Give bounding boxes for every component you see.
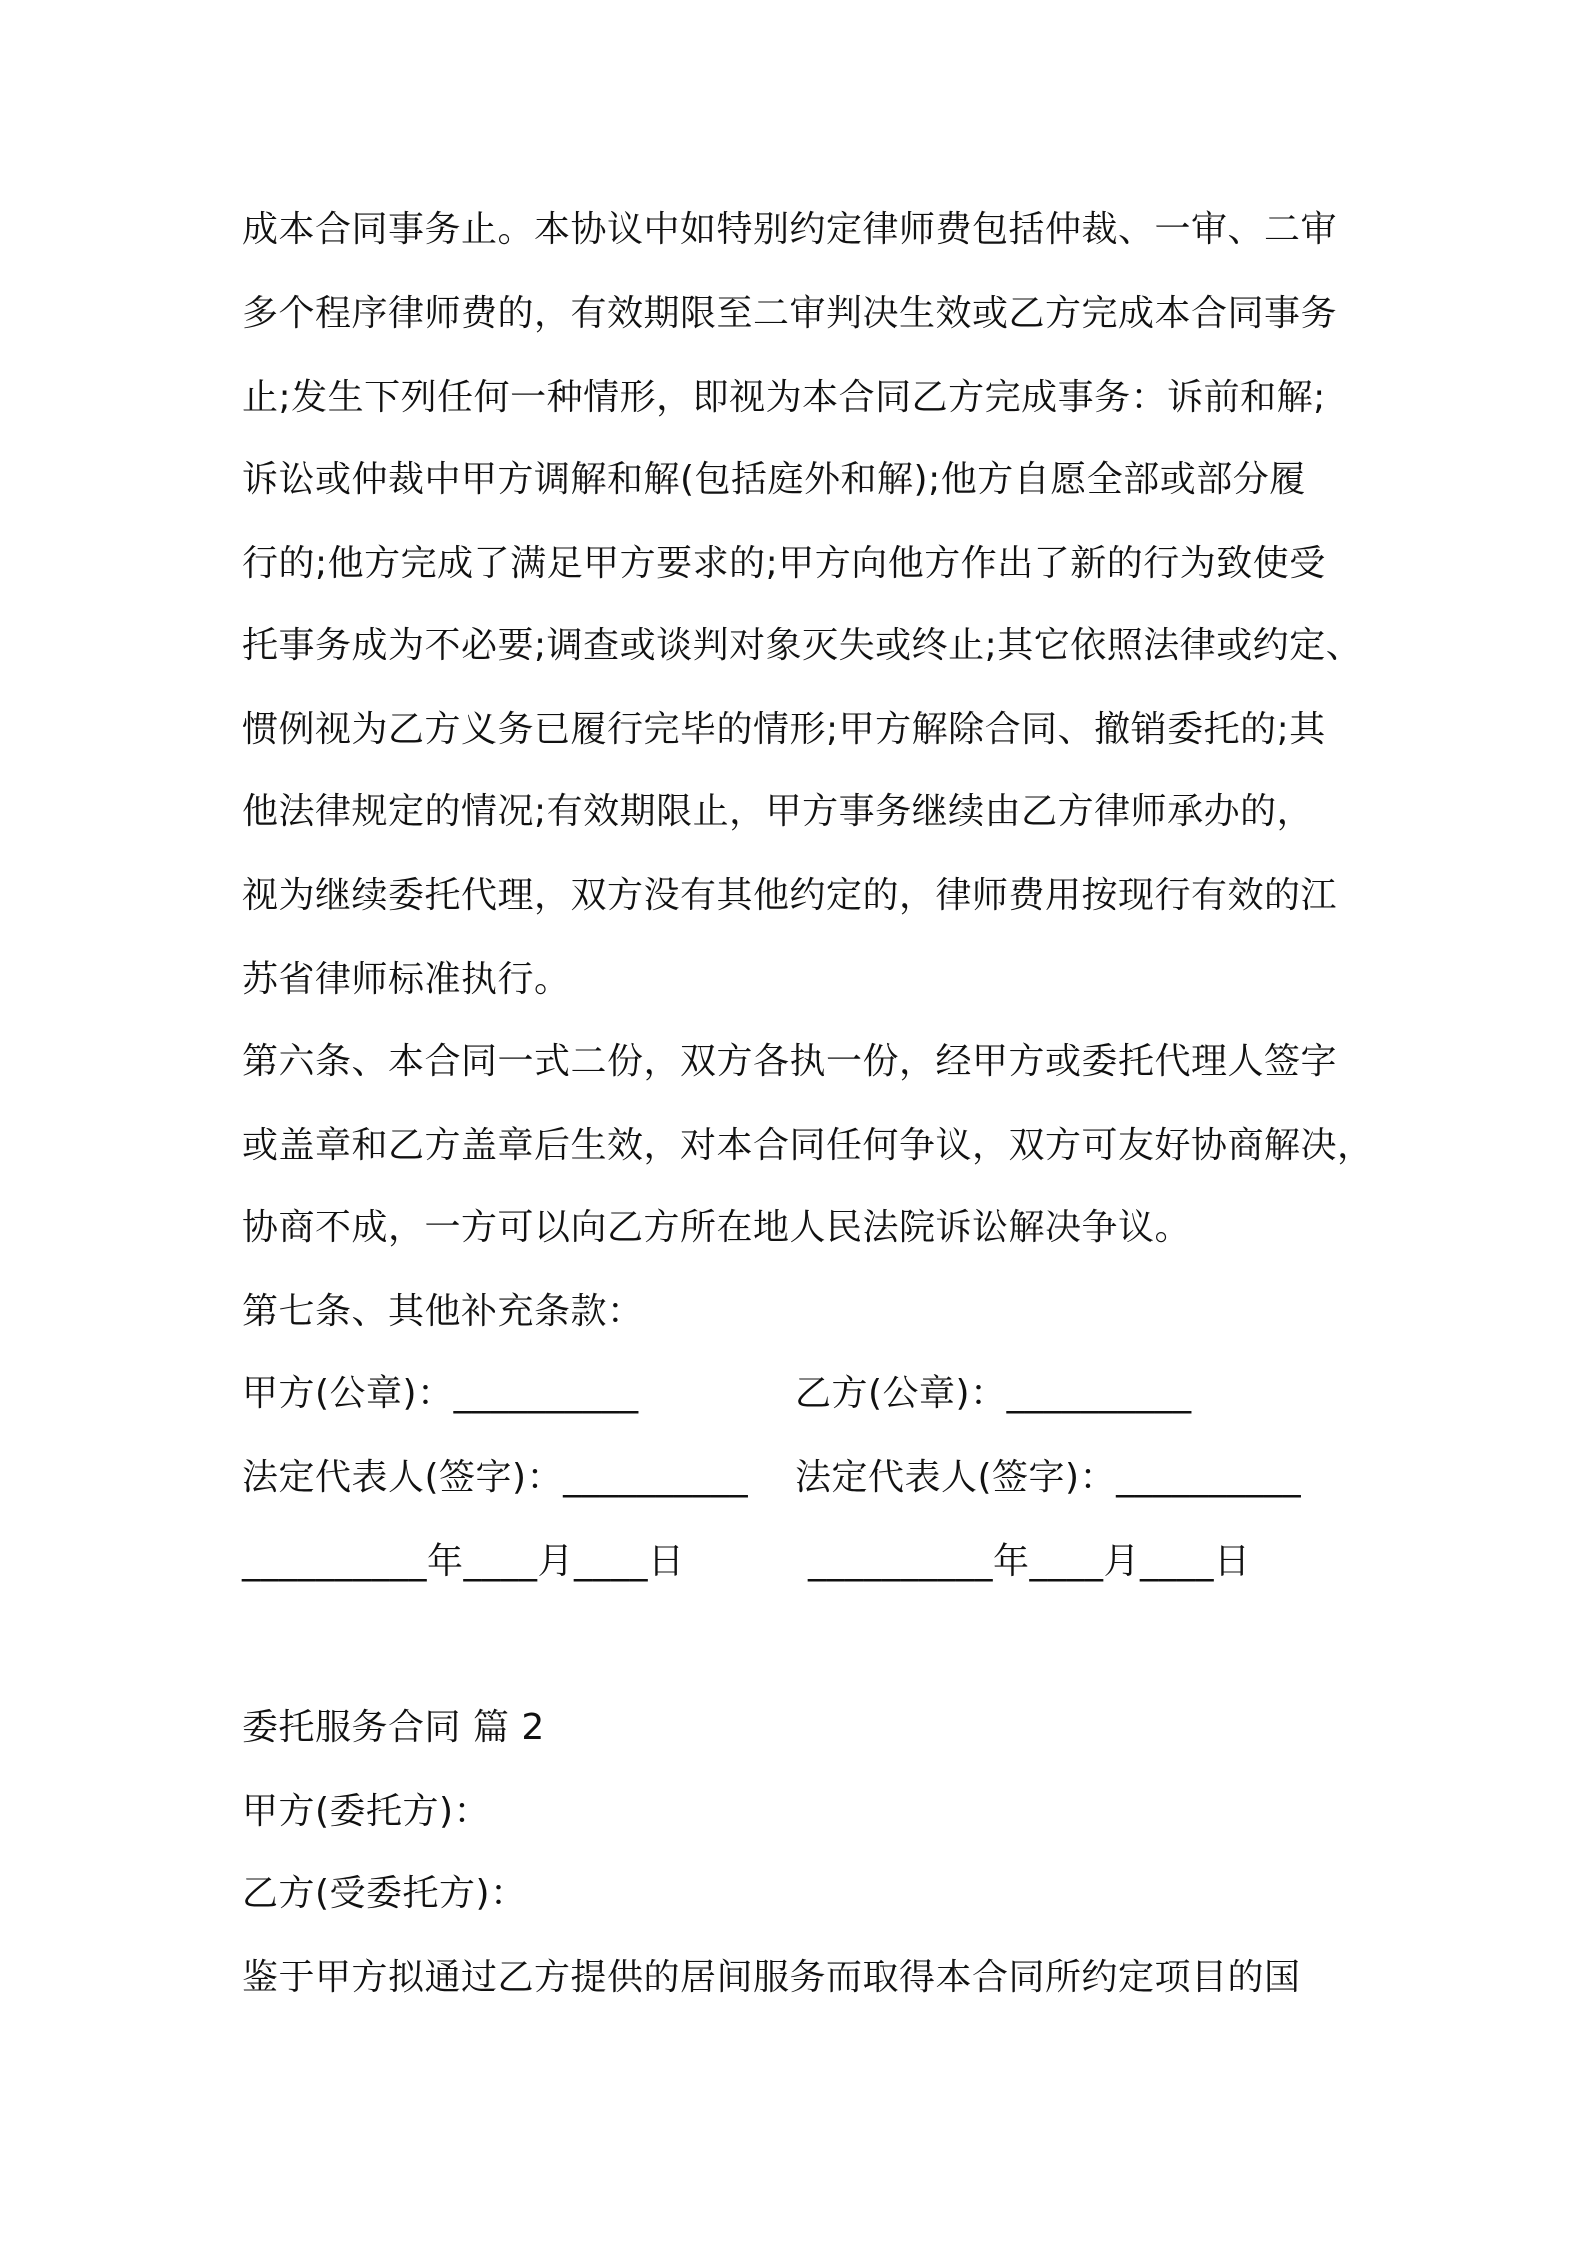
clause-6-line-1: 第六条、本合同一式二份，双方各执一份，经甲方或委托代理人签字 [242,1041,1338,1082]
clause-7-heading: 第七条、其他补充条款： [242,1291,644,1332]
party-b-seal: 乙方(公章)：__________ [795,1373,1192,1414]
party-b-representative: 法定代表人(签字)：__________ [795,1457,1302,1498]
body-line-1: 成本合同事务止。本协议中如特别约定律师费包括仲裁、一审、二审 [242,209,1338,250]
section-2-party-b: 乙方(受委托方)： [242,1873,527,1914]
clause-6-line-2: 或盖章和乙方盖章后生效，对本合同任何争议，双方可友好协商解决， [242,1125,1374,1166]
party-a-seal: 甲方(公章)：__________ [242,1373,639,1414]
body-line-7: 惯例视为乙方义务已履行完毕的情形;甲方解除合同、撤销委托的;其 [242,709,1326,750]
body-line-6: 托事务成为不必要;调查或谈判对象灭失或终止;其它依照法律或约定、 [242,625,1363,666]
body-line-3: 止;发生下列任何一种情形，即视为本合同乙方完成事务：诉前和解; [242,377,1326,418]
section-2-intro: 鉴于甲方拟通过乙方提供的居间服务而取得本合同所约定项目的国 [242,1957,1301,1998]
party-b-date: __________年____月____日 [808,1541,1251,1582]
body-line-5: 行的;他方完成了满足甲方要求的;甲方向他方作出了新的行为致使受 [242,543,1326,584]
body-line-4: 诉讼或仲裁中甲方调解和解(包括庭外和解);他方自愿全部或部分履 [242,459,1306,500]
body-line-2: 多个程序律师费的，有效期限至二审判决生效或乙方完成本合同事务 [242,293,1338,334]
body-line-8: 他法律规定的情况;有效期限止，甲方事务继续由乙方律师承办的， [242,791,1314,832]
clause-6-line-3: 协商不成，一方可以向乙方所在地人民法院诉讼解决争议。 [242,1207,1192,1248]
section-2-party-a: 甲方(委托方)： [242,1791,491,1832]
section-2-title: 委托服务合同 篇 2 [242,1707,545,1748]
body-line-9: 视为继续委托代理，双方没有其他约定的，律师费用按现行有效的江 [242,875,1338,916]
party-a-date: __________年____月____日 [242,1541,685,1582]
body-line-10: 苏省律师标准执行。 [242,959,571,1000]
party-a-representative: 法定代表人(签字)：__________ [242,1457,749,1498]
